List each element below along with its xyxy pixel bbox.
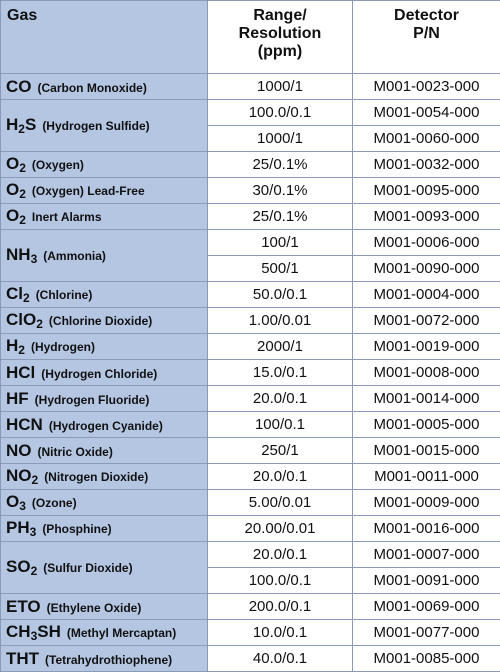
range-cell: 20.0/0.1 [208, 542, 353, 568]
table-row [1, 438, 500, 464]
table-row [1, 282, 500, 308]
gas-name: (Ozone) [32, 496, 77, 510]
gas-formula [6, 492, 26, 511]
formula-subscript: 2 [31, 564, 38, 578]
gas-formula [6, 622, 61, 641]
gas-cell [1, 412, 208, 438]
table-row [1, 100, 500, 126]
formula-text: CO [6, 77, 32, 96]
formula-text: NO [6, 466, 32, 485]
range-cell: 30/0.1% [208, 178, 353, 204]
part-number-cell: M001-0006-000 [353, 230, 500, 256]
header-row [1, 1, 500, 74]
range-cell: 20.0/0.1 [208, 386, 353, 412]
part-number-cell: M001-0095-000 [353, 178, 500, 204]
part-number-cell: M001-0008-000 [353, 360, 500, 386]
gas-cell [1, 646, 208, 672]
part-number-cell: M001-0009-000 [353, 490, 500, 516]
gas-name: (Oxygen) [32, 158, 84, 172]
formula-subscript: 3 [30, 525, 37, 539]
part-number-cell: M001-0060-000 [353, 126, 500, 152]
range-cell: 1000/1 [208, 126, 353, 152]
gas-formula [6, 180, 26, 199]
pn-header-line: Detector [353, 7, 500, 25]
gas-formula [6, 245, 37, 264]
gas-cell [1, 594, 208, 620]
range-cell: 200.0/0.1 [208, 594, 353, 620]
part-number-cell: M001-0032-000 [353, 152, 500, 178]
table-row [1, 230, 500, 256]
gas-name: (Hydrogen Sulfide) [42, 119, 149, 133]
range-cell: 100/1 [208, 230, 353, 256]
part-number-cell: M001-0072-000 [353, 308, 500, 334]
gas-formula [6, 363, 35, 382]
formula-subscript: 3 [19, 499, 26, 513]
gas-cell [1, 178, 208, 204]
gas-formula [6, 154, 26, 173]
gas-cell [1, 152, 208, 178]
gas-cell [1, 620, 208, 646]
formula-subscript: 3 [31, 252, 38, 266]
part-number-cell: M001-0005-000 [353, 412, 500, 438]
range-cell: 40.0/0.1 [208, 646, 353, 672]
formula-text: HCl [6, 363, 35, 382]
range-header [208, 1, 353, 74]
part-number-cell: M001-0091-000 [353, 568, 500, 594]
range-cell: 5.00/0.01 [208, 490, 353, 516]
range-cell: 20.0/0.1 [208, 464, 353, 490]
gas-cell [1, 204, 208, 230]
gas-formula [6, 415, 43, 434]
table-row [1, 542, 500, 568]
range-cell: 100/0.1 [208, 412, 353, 438]
gas-cell [1, 230, 208, 282]
formula-text: Cl [6, 284, 23, 303]
range-header-line: (ppm) [208, 43, 352, 61]
gas-formula [6, 649, 39, 668]
formula-text: PH [6, 518, 30, 537]
gas-name: (Nitric Oxide) [38, 445, 113, 459]
part-number-cell: M001-0093-000 [353, 204, 500, 230]
formula-text: HCN [6, 415, 43, 434]
gas-cell [1, 360, 208, 386]
part-number-cell: M001-0085-000 [353, 646, 500, 672]
gas-name: (Tetrahydrothiophene) [45, 653, 172, 667]
gas-formula [6, 466, 38, 485]
gas-cell [1, 282, 208, 308]
gas-name: (Hydrogen Cyanide) [49, 419, 163, 433]
range-cell: 50.0/0.1 [208, 282, 353, 308]
range-cell: 25/0.1% [208, 152, 353, 178]
gas-name: (Phosphine) [42, 522, 111, 536]
gas-formula [6, 310, 43, 329]
gas-cell [1, 542, 208, 594]
table-row [1, 620, 500, 646]
gas-name: (Sulfur Dioxide) [43, 561, 132, 575]
gas-header: Gas [1, 1, 208, 74]
table-row [1, 178, 500, 204]
table-row [1, 412, 500, 438]
gas-cell [1, 100, 208, 152]
gas-name: (Oxygen) Lead-Free [32, 184, 145, 198]
gas-formula [6, 336, 25, 355]
gas-name: (Hydrogen) [31, 340, 95, 354]
gas-cell [1, 334, 208, 360]
formula-text: O [6, 154, 19, 173]
range-header-line: Resolution [208, 25, 352, 43]
formula-text: O [6, 492, 19, 511]
part-number-cell: M001-0019-000 [353, 334, 500, 360]
gas-name: (Ammonia) [43, 249, 106, 263]
gas-name: (Carbon Monoxide) [38, 81, 147, 95]
gas-cell [1, 516, 208, 542]
formula-text: ClO [6, 310, 36, 329]
part-number-cell: M001-0015-000 [353, 438, 500, 464]
gas-cell [1, 438, 208, 464]
formula-text: ETO [6, 597, 41, 616]
gas-formula [6, 441, 32, 460]
table-row [1, 386, 500, 412]
range-cell: 1.00/0.01 [208, 308, 353, 334]
part-number-cell: M001-0054-000 [353, 100, 500, 126]
formula-text: SH [37, 622, 61, 641]
range-cell: 100.0/0.1 [208, 568, 353, 594]
gas-name: Inert Alarms [32, 210, 102, 224]
table-row [1, 334, 500, 360]
gas-cell [1, 386, 208, 412]
range-cell: 15.0/0.1 [208, 360, 353, 386]
table-row [1, 204, 500, 230]
gas-name: (Nitrogen Dioxide) [44, 470, 148, 484]
formula-text: HF [6, 389, 29, 408]
range-cell: 20.00/0.01 [208, 516, 353, 542]
range-header-line: Range/ [208, 7, 352, 25]
table-row [1, 308, 500, 334]
formula-text: O [6, 206, 19, 225]
formula-subscript: 2 [19, 187, 26, 201]
range-cell: 500/1 [208, 256, 353, 282]
part-number-cell: M001-0069-000 [353, 594, 500, 620]
formula-text: H [6, 336, 18, 355]
range-cell: 10.0/0.1 [208, 620, 353, 646]
gas-cell [1, 308, 208, 334]
formula-text: H [6, 115, 18, 134]
gas-formula [6, 77, 32, 96]
formula-subscript: 2 [18, 343, 25, 357]
formula-subscript: 2 [23, 291, 30, 305]
range-cell: 250/1 [208, 438, 353, 464]
gas-formula [6, 206, 26, 225]
formula-text: NO [6, 441, 32, 460]
part-number-cell: M001-0004-000 [353, 282, 500, 308]
table-row [1, 74, 500, 100]
formula-text: THT [6, 649, 39, 668]
gas-formula [6, 284, 30, 303]
formula-subscript: 2 [19, 161, 26, 175]
part-number-cell: M001-0016-000 [353, 516, 500, 542]
part-number-cell: M001-0077-000 [353, 620, 500, 646]
formula-text: SO [6, 557, 31, 576]
gas-name: (Chlorine Dioxide) [49, 314, 152, 328]
formula-subscript: 2 [19, 213, 26, 227]
part-number-cell: M001-0011-000 [353, 464, 500, 490]
gas-name: (Hydrogen Fluoride) [35, 393, 150, 407]
formula-subscript: 3 [31, 629, 38, 643]
gas-formula [6, 518, 36, 537]
gas-cell [1, 490, 208, 516]
range-cell: 100.0/0.1 [208, 100, 353, 126]
gas-name: (Ethylene Oxide) [47, 601, 142, 615]
formula-subscript: 2 [18, 122, 25, 136]
formula-subscript: 2 [36, 317, 43, 331]
range-cell: 2000/1 [208, 334, 353, 360]
gas-formula [6, 597, 41, 616]
formula-text: NH [6, 245, 31, 264]
gas-formula [6, 389, 29, 408]
part-number-cell: M001-0090-000 [353, 256, 500, 282]
part-number-cell: M001-0014-000 [353, 386, 500, 412]
formula-text: O [6, 180, 19, 199]
gas-cell [1, 74, 208, 100]
gas-name: (Hydrogen Chloride) [41, 367, 157, 381]
formula-text: CH [6, 622, 31, 641]
pn-header [353, 1, 500, 74]
range-cell: 25/0.1% [208, 204, 353, 230]
table-row [1, 490, 500, 516]
table-row [1, 594, 500, 620]
pn-header-line: P/N [353, 25, 500, 43]
table-row [1, 646, 500, 672]
part-number-cell: M001-0023-000 [353, 74, 500, 100]
gas-name: (Chlorine) [36, 288, 93, 302]
range-cell: 1000/1 [208, 74, 353, 100]
gas-cell [1, 464, 208, 490]
part-number-cell: M001-0007-000 [353, 542, 500, 568]
table-row [1, 464, 500, 490]
gas-formula [6, 115, 36, 134]
formula-text: S [25, 115, 36, 134]
table-row [1, 516, 500, 542]
gas-formula [6, 557, 37, 576]
gas-name: (Methyl Mercaptan) [67, 626, 176, 640]
table-row [1, 360, 500, 386]
formula-subscript: 2 [32, 473, 39, 487]
table-row [1, 152, 500, 178]
